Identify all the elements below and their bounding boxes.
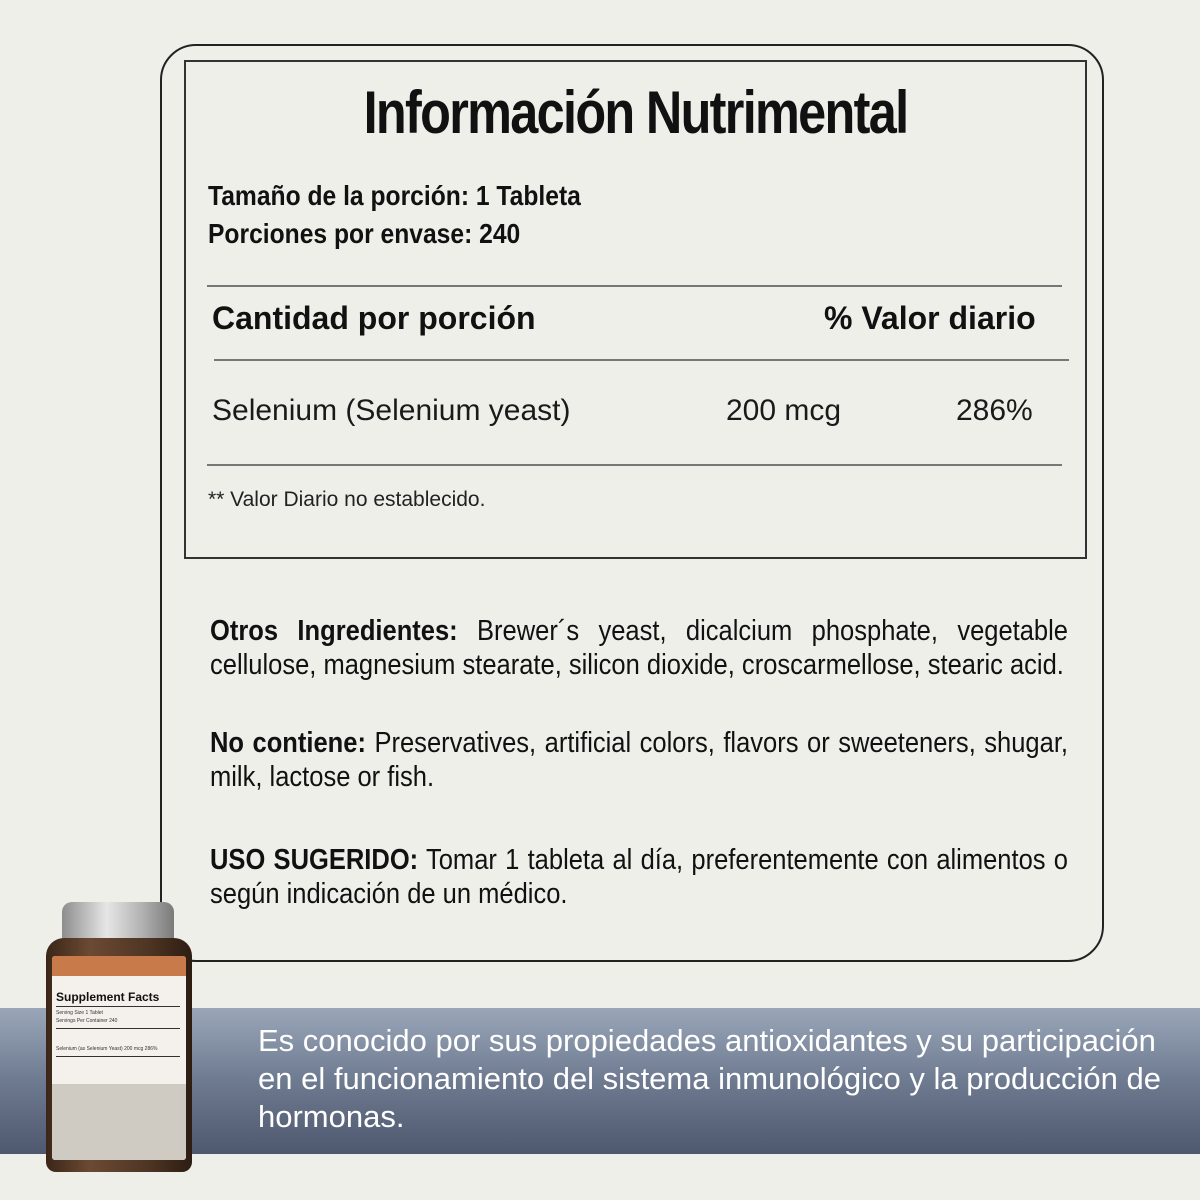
- free-from-text: Preservatives, artificial colors, flavors or sweeteners, shugar, milk, lactose or fish.: [210, 727, 1068, 793]
- supplement-bottle-image: [44, 902, 194, 1174]
- free-from-label: No contiene:: [210, 727, 366, 759]
- header-daily-value: % Valor diario: [824, 300, 1036, 336]
- footnote: ** Valor Diario no establecido.: [208, 488, 486, 511]
- other-ingredients: [210, 614, 1068, 682]
- serving-size: Tamaño de la porción: 1 Tableta: [208, 180, 581, 211]
- divider-top: [207, 285, 1062, 287]
- label-rule: [56, 1056, 180, 1057]
- header-amount-per-serving: Cantidad por porción: [212, 300, 536, 336]
- label-fine-print: [52, 1084, 186, 1160]
- nutrient-name: Selenium (Selenium yeast): [212, 394, 571, 427]
- suggested-use-label: USO SUGERIDO:: [210, 844, 419, 876]
- divider-header: [214, 359, 1069, 361]
- label-stripe: [52, 956, 186, 976]
- nutrient-daily-value: 286%: [956, 394, 1033, 427]
- bottle-cap: [62, 902, 174, 942]
- label-serving-size: Serving Size 1 Tablet: [56, 1010, 103, 1016]
- suggested-use-text: Tomar 1 tableta al día, preferentemente con alimentos o según indicación de un médico.: [210, 844, 1069, 910]
- other-ingredients-label: Otros Ingredientes:: [210, 615, 458, 647]
- nutrient-amount: 200 mcg: [726, 394, 842, 427]
- label-servings: Servings Per Container 240: [56, 1018, 118, 1024]
- free-from: [210, 726, 1068, 794]
- banner-text: Es conocido por sus propiedades antioxidantes y su participación en el funcionamiento del sistema inmunológico y la producción de hormonas.: [258, 1023, 1161, 1134]
- other-ingredients-text: Brewer´s yeast, dicalcium phosphate, vegetable cellulose, magnesium stearate, silicon dioxide, croscarmellose, stearic acid.: [210, 615, 1068, 681]
- label-rule: [56, 1028, 180, 1029]
- facts-title: Información Nutrimental: [363, 79, 908, 146]
- divider-bottom: [207, 464, 1062, 466]
- label-title: Supplement Facts: [56, 990, 160, 1004]
- suggested-use: [210, 843, 1068, 911]
- label-rule: [56, 1006, 180, 1007]
- servings-per-container: Porciones por envase: 240: [208, 218, 521, 249]
- label-nutrient-row: Selenium (as Selenium Yeast) 200 mcg 286%: [56, 1046, 158, 1052]
- bottle-label: [52, 956, 186, 1160]
